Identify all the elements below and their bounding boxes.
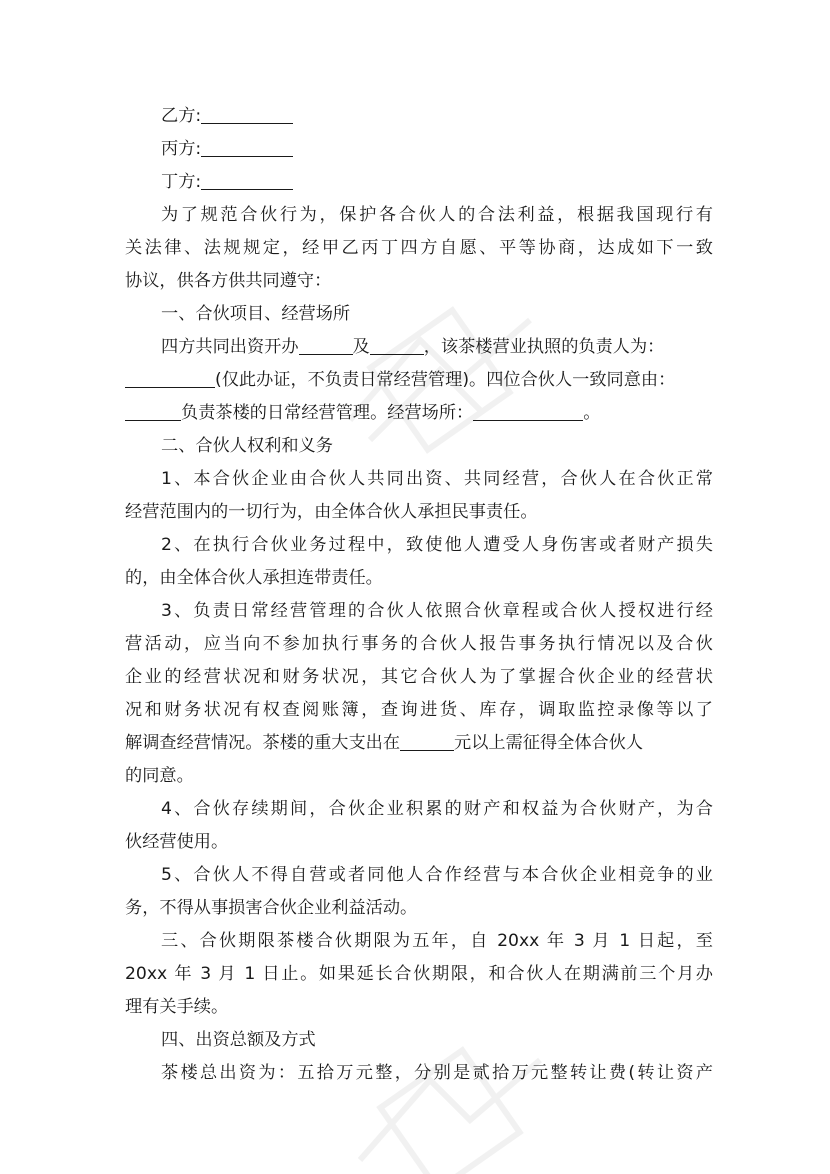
section-heading: 二、合伙人权利和义务 [161, 436, 333, 456]
preamble-line: 关法律、法规规定，经甲乙丙丁四方自愿、平等协商，达成如下一致 [125, 238, 713, 258]
party-c-line [125, 133, 713, 166]
section-heading: 四、出资总额及方式 [161, 1030, 316, 1050]
clause-line: 营活动，应当向不参加执行事务的合伙人报告事务执行情况以及合伙 [125, 634, 713, 654]
clause-text: 元以上需征得全体合伙人 [454, 733, 644, 753]
party-d-line [125, 166, 713, 199]
party-c-label: 丙方: [161, 139, 202, 159]
section1-text: 及 [352, 337, 370, 357]
project-name-blank [299, 334, 353, 355]
clause-line: 3、负责日常经营管理的合伙人依照合伙章程或合伙人授权进行经 [161, 601, 713, 621]
section1-line [125, 364, 713, 397]
preamble-line: 为了规范合伙行为，保护各合伙人的合法利益，根据我国现行有 [161, 205, 713, 225]
section3-line: 理有关手续。 [125, 997, 229, 1017]
license-holder-blank [125, 367, 215, 388]
clause-line: 经营范围内的一切行为，由全体合伙人承担民事责任。 [125, 502, 538, 522]
party-b-label: 乙方: [161, 106, 202, 126]
section1-line [125, 397, 713, 430]
clause-line: 5、合伙人不得自营或者同他人合作经营与本合伙企业相竞争的业 [161, 865, 713, 885]
section1-text: (仅此办证，不负责日常经营管理)。四位合伙人一致同意由： [215, 370, 676, 390]
clause-line: 务，不得从事损害合伙企业利益活动。 [125, 898, 418, 918]
clause-line: 伙经营使用。 [125, 832, 229, 852]
clause-line: 的，由全体合伙人承担连带责任。 [125, 568, 383, 588]
project-type-blank [370, 334, 424, 355]
section4-line: 茶楼总出资为：五拾万元整，分别是贰拾万元整转让费(转让资产 [161, 1063, 713, 1083]
preamble-line: 协议，供各方供共同遵守： [125, 271, 332, 291]
expense-amount-blank [400, 730, 454, 751]
section1-text: 负责茶楼的日常经营管理。经营场所： [181, 403, 474, 423]
party-d-label: 丁方: [161, 172, 202, 192]
section-heading: 一、合伙项目、经营场所 [161, 304, 351, 324]
party-b-line [125, 100, 713, 133]
clause-line [125, 727, 713, 760]
section1-text: ，该茶楼营业执照的负责人为： [423, 337, 665, 357]
clause-text: 解调查经营情况。茶楼的重大支出在 [125, 733, 401, 753]
section3-line: 三、合伙期限茶楼合伙期限为五年，自 20xx 年 3 月 1 日起，至 [161, 931, 713, 951]
clause-line: 2、在执行合伙业务过程中，致使他人遭受人身伤害或者财产损失 [161, 535, 713, 555]
section1-text: 。 [583, 403, 601, 423]
clause-line: 4、合伙存续期间，合伙企业积累的财产和权益为合伙财产，为合 [161, 799, 713, 819]
clause-line: 的同意。 [125, 766, 194, 786]
section1-line [125, 331, 713, 364]
section3-line: 20xx 年 3 月 1 日止。如果延长合伙期限，和合伙人在期满前三个月办 [125, 964, 713, 984]
clause-line: 1、本合伙企业由合伙人共同出资、共同经营，合伙人在合伙正常 [161, 469, 713, 489]
manager-blank [125, 400, 181, 421]
party-b-blank [201, 103, 293, 124]
clause-line: 企业的经营状况和财务状况，其它合伙人为了掌握合伙企业的经营状 [125, 667, 713, 687]
clause-line: 况和财务状况有权查阅账簿，查询进货、库存，调取监控录像等以了 [125, 700, 713, 720]
document-body [125, 100, 713, 1090]
party-d-blank [201, 169, 293, 190]
section1-text: 四方共同出资开办 [161, 337, 299, 357]
location-blank [473, 400, 583, 421]
party-c-blank [201, 136, 293, 157]
